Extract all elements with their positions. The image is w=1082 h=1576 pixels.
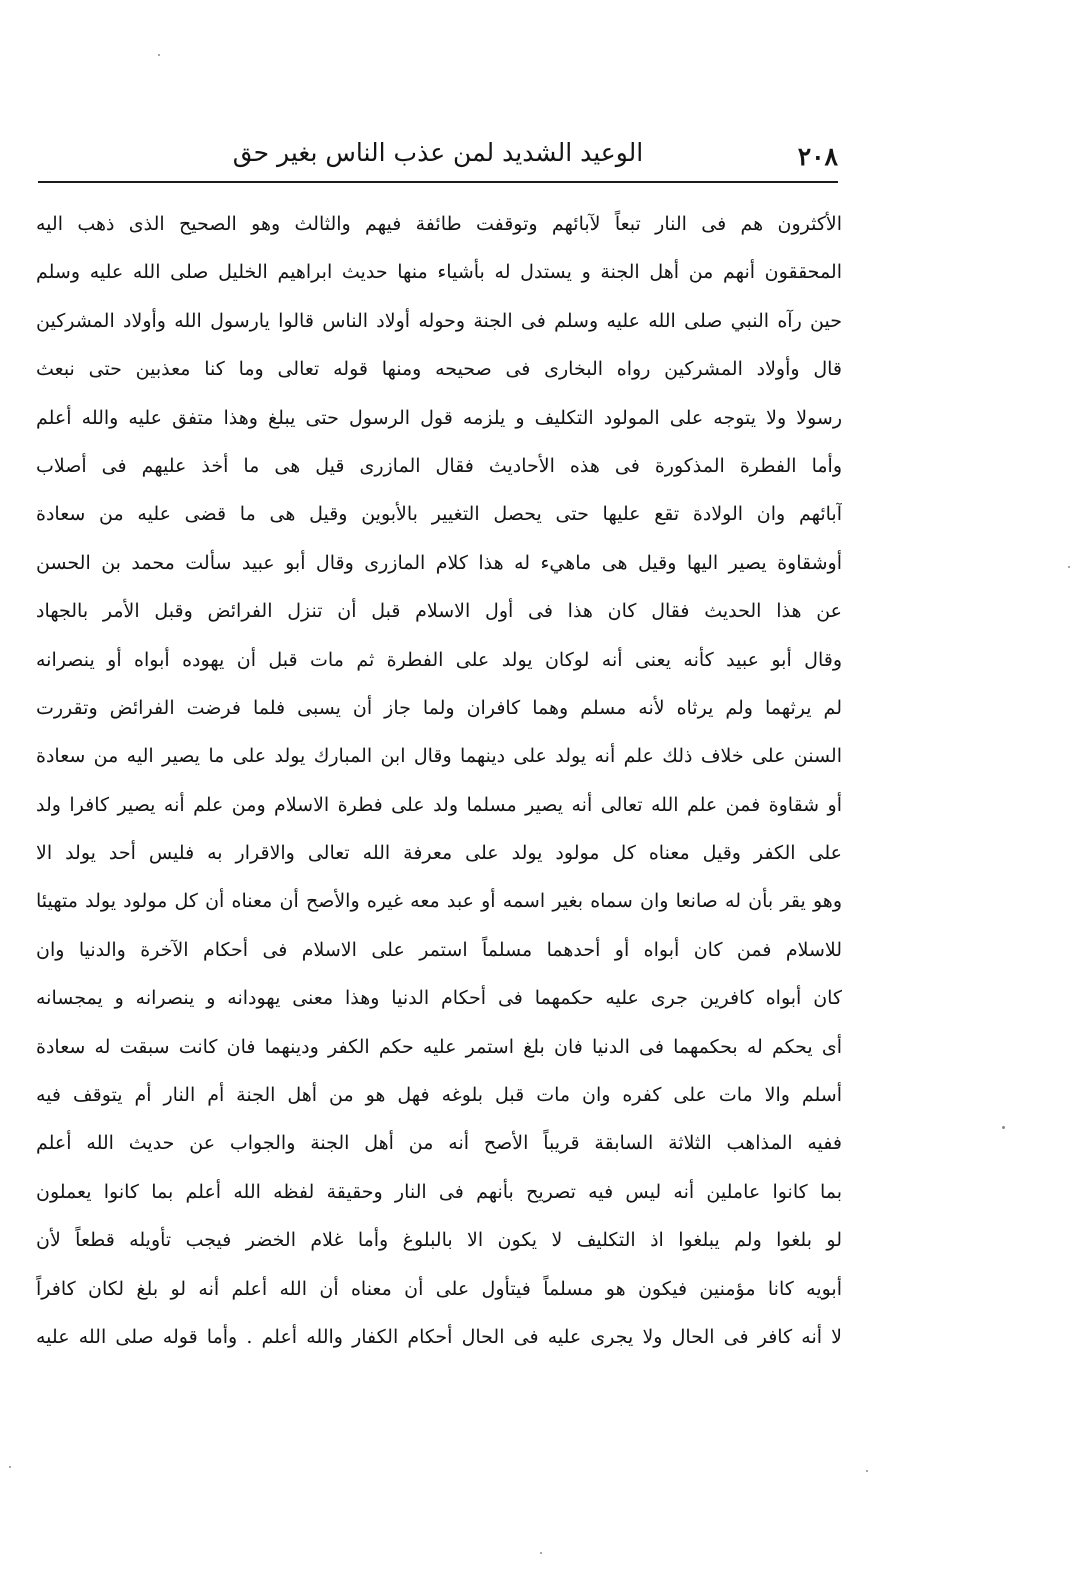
scan-speck xyxy=(540,1552,542,1554)
text-line: وهو يقر بأن له صانعا وان سماه بغير اسمه أو عبد معه غيره والأصح أن معناه أن كل مولود يولد متهيئا xyxy=(36,890,842,913)
scan-speck xyxy=(866,1470,868,1472)
header-divider xyxy=(38,181,838,183)
text-line: على الكفر وقيل معناه كل مولود يولد على معرفة الله تعالى والاقرار به فليس أحد يولد الا xyxy=(36,842,842,865)
text-line: عن هذا الحديث فقال كان هذا فى أول الاسلام قبل أن تنزل الفرائض وقبل الأمر بالجهاد xyxy=(36,600,842,623)
scan-speck xyxy=(1002,1126,1005,1129)
text-line: أبويه كانا مؤمنين فيكون هو مسلماً فيتأول على أن معناه أن الله أعلم أنه لو بلغ لكان كافراً xyxy=(36,1277,842,1300)
text-line: للاسلام فمن كان أبواه أو أحدهما مسلماً استمر على الاسلام فى أحكام الآخرة والدنيا وان xyxy=(36,938,842,961)
text-line: الأكثرون هم فى النار تبعاً لآبائهم وتوقفت طائفة فيهم والثالث وهو الصحيح الذى ذهب اليه xyxy=(36,213,842,235)
text-line: ففيه المذاهب الثلاثة السابقة قريباً الأصح أنه من أهل الجنة والجواب عن حديث الله أعلم xyxy=(36,1132,842,1155)
text-line: أوشقاوة يصير اليها وقيل هى ماهيء له هذا كلام المازرى وقال أبو عبيد سألت محمد بن الحسن xyxy=(36,551,842,574)
text-line: أو شقاوة فمن علم الله تعالى أنه يصير مسلما ولد على فطرة الاسلام ومن علم أنه يصير كافرا ولد xyxy=(36,793,842,816)
text-line: أى يحكم له بحكمهما فى الدنيا فان بلغ استمر عليه حكم الكفر ودينهما فان كانت سبقت له سعادة xyxy=(36,1035,842,1058)
running-title: الوعيد الشديد لمن عذب الناس بغير حق xyxy=(232,138,644,167)
text-line: كان أبواه كافرين جرى عليه حكمهما فى أحكام الدنيا وهذا معنى يهودانه و ينصرانه و يمجسانه xyxy=(36,987,842,1010)
text-line: قال وأولاد المشركين رواه البخارى فى صحيحه ومنها قوله تعالى وما كنا معذبين حتى نبعث xyxy=(36,358,842,381)
text-line: حين رآه النبي صلى الله عليه وسلم فى الجنة وحوله أولاد الناس قالوا يارسول الله وأولاد المشركين xyxy=(36,309,842,332)
scan-speck xyxy=(1068,566,1070,568)
text-line: لم يرثهما ولم يرثاه لأنه مسلم وهما كافران ولما جاز أن يسبى فلما فرضت الفرائض وتقررت xyxy=(36,696,842,719)
body-text xyxy=(36,200,842,1361)
text-line: لو بلغوا ولم يبلغوا اذ التكليف لا يكون الا بالبلوغ وأما غلام الخضر فيجب تأويله قطعاً لأن xyxy=(36,1229,842,1252)
text-line: المحققون أنهم من أهل الجنة و يستدل له بأشياء منها حديث ابراهيم الخليل صلى الله عليه وسلم xyxy=(36,261,842,284)
text-line: لا أنه كافر فى الحال ولا يجرى عليه فى الحال أحكام الكفار والله أعلم . وأما قوله صلى الله عليه xyxy=(36,1325,842,1348)
text-line: وأما الفطرة المذكورة فى هذه الأحاديث فقال المازرى قيل هى ما أخذ عليهم فى أصلاب xyxy=(36,454,842,477)
scan-speck xyxy=(158,54,160,56)
text-line: آبائهم وان الولادة تقع عليها حتى يحصل التغيير بالأبوين وقيل هى ما قضى عليه من سعادة xyxy=(36,503,842,526)
text-line: رسولا ولا يتوجه على المولود التكليف و يلزمه قول الرسول حتى يبلغ وهذا متفق عليه والله أعلم xyxy=(36,406,842,429)
scan-speck xyxy=(9,1466,11,1468)
text-line: السنن على خلاف ذلك علم أنه يولد على دينهما وقال ابن المبارك يولد على ما يصير اليه من سعادة xyxy=(36,745,842,768)
text-line: أسلم والا مات على كفره وان مات قبل بلوغه فهل هو من أهل الجنة أم النار أم يتوقف فيه xyxy=(36,1084,842,1107)
page-number: ٢٠٨ xyxy=(797,142,838,171)
text-line: وقال أبو عبيد كأنه يعنى أنه لوكان يولد على الفطرة ثم مات قبل أن يهوده أبواه أو ينصرانه xyxy=(36,648,842,671)
page-header xyxy=(38,128,838,180)
text-line: بما كانوا عاملين أنه ليس فيه تصريح بأنهم فى النار وحقيقة لفظه الله أعلم بما كانوا يعملون xyxy=(36,1180,842,1203)
